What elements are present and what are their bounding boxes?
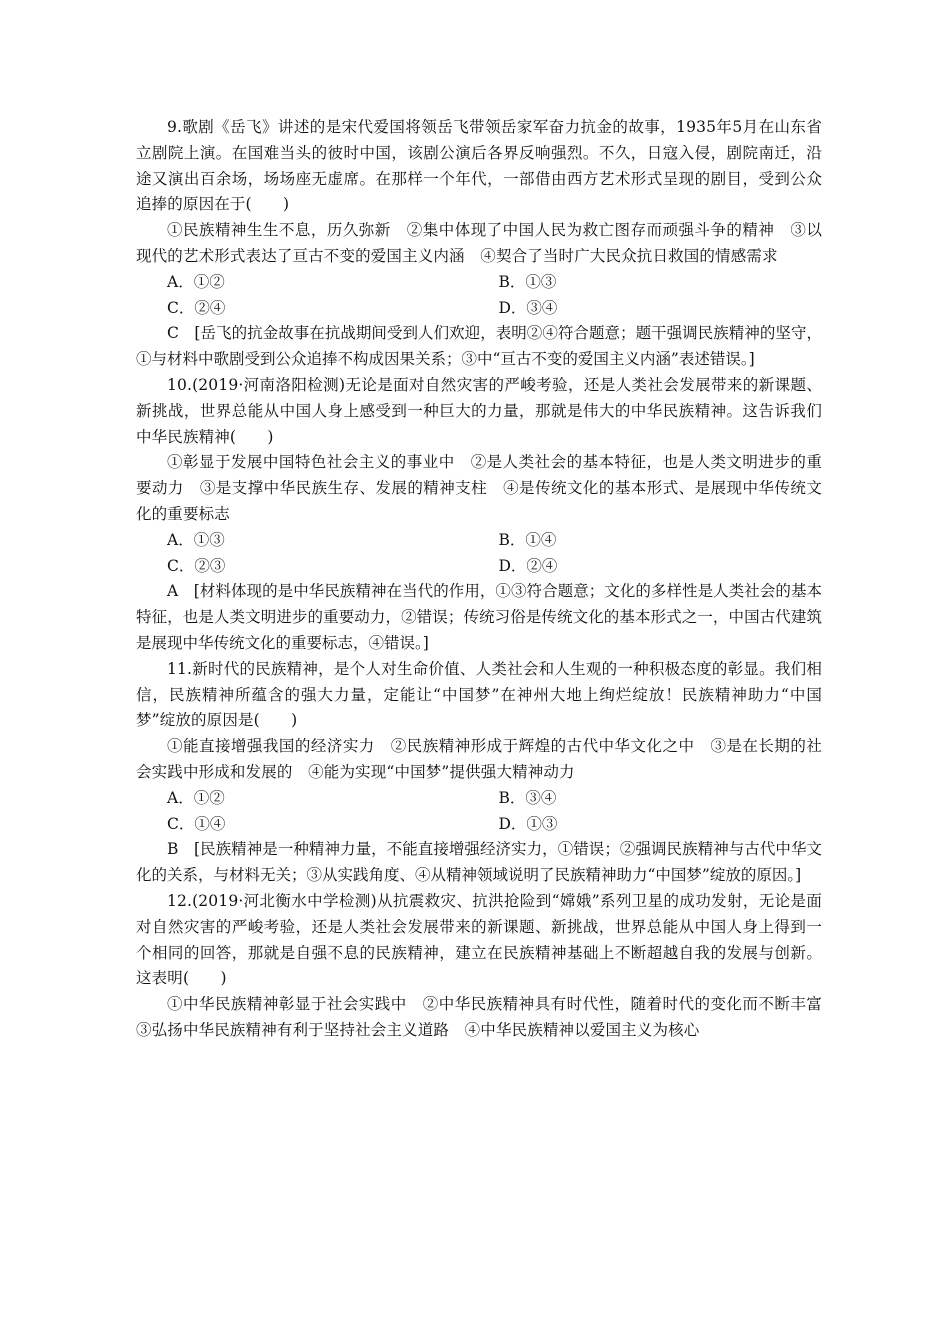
choice-d: D．①③ — [498, 814, 558, 833]
choice-b: B．①③ — [498, 272, 557, 291]
choice-a: A．①② — [167, 272, 225, 291]
choice-b: B．③④ — [498, 788, 557, 807]
question-10 — [136, 373, 822, 657]
choice-c: C．②③ — [167, 556, 226, 575]
choice-a: A．①② — [167, 788, 225, 807]
question-stem: 10.(2019·河南洛阳检测)无论是面对自然灾害的严峻考验，还是人类社会发展带来的新课题、新挑战，世界总能从中国人身上感受到一种巨大的力量，那就是伟大的中华民族精神。这告诉我们中华民族精神( ) — [136, 375, 822, 446]
question-9 — [136, 115, 822, 373]
question-11 — [136, 657, 822, 889]
question-options: ①彰显于发展中国特色社会主义的事业中 ②是人类社会的基本特征，也是人类文明进步的重要动力 ③是支撑中华民族生存、发展的精神支柱 ④是传统文化的基本形式、是展现中华传统文化的重要标志 — [136, 453, 822, 523]
choice-list — [136, 786, 822, 838]
question-stem: 12.(2019·河北衡水中学检测)从抗震救灾、抗洪抢险到“嫦娥”系列卫星的成功发射，无论是面对自然灾害的严峻考验，还是人类社会发展带来的新课题、新挑战，世界总能从中国人身上得到一个相同的回答，那就是自强不息的民族精神，建立在民族精神基础上不断超越自我的发展与创新。这表明( ) — [136, 891, 822, 988]
question-options: ①中华民族精神彰显于社会实践中 ②中华民族精神具有时代性，随着时代的变化而不断丰富 ③弘扬中华民族精神有利于坚持社会主义道路 ④中华民族精神以爱国主义为核心 — [136, 995, 838, 1039]
choice-b: B．①④ — [498, 530, 557, 549]
question-stem: 11.新时代的民族精神，是个人对生命价值、人类社会和人生观的一种积极态度的彰显。我们相信，民族精神所蕴含的强大力量，定能让“中国梦”在神州大地上绚烂绽放！民族精神助力“中国梦”绽放的原因是( ) — [136, 659, 822, 730]
answer-explanation: C [岳飞的抗金故事在抗战期间受到人们欢迎，表明②④符合题意；题干强调民族精神的坚守，①与材料中歌剧受到公众追捧不构成因果关系；③中“亘古不变的爱国主义内涵”表述错误。] — [136, 324, 822, 369]
question-options: ①能直接增强我国的经济实力 ②民族精神形成于辉煌的古代中华文化之中 ③是在长期的社会实践中形成和发展的 ④能为实现“中国梦”提供强大精神动力 — [136, 737, 822, 781]
question-options: ①民族精神生生不息，历久弥新 ②集中体现了中国人民为救亡图存而顽强斗争的精神 ③以现代的艺术形式表达了亘古不变的爱国主义内涵 ④契合了当时广大民众抗日救国的情感需求 — [136, 221, 822, 265]
choice-a: A．①③ — [167, 530, 225, 549]
choice-d: D．③④ — [498, 298, 558, 317]
choice-list — [136, 528, 822, 580]
choice-list — [136, 270, 822, 322]
answer-explanation: A [材料体现的是中华民族精神在当代的作用，①③符合题意；文化的多样性是人类社会的基本特征，也是人类文明进步的重要动力，②错误；传统习俗是传统文化的基本形式之一，中国古代建筑是展现中华传统文化的重要标志，④错误。] — [136, 582, 822, 652]
choice-c: C．②④ — [167, 298, 226, 317]
choice-d: D．②④ — [498, 556, 558, 575]
question-12 — [136, 889, 838, 1044]
question-stem: 9.歌剧《岳飞》讲述的是宋代爱国将领岳飞带领岳家军奋力抗金的故事，1935年5月在山东省立剧院上演。在国难当头的彼时中国，该剧公演后各界反响强烈。不久，日寇入侵，剧院南迁，沿途又演出百余场，场场座无虚席。在那样一个年代，一部借由西方艺术形式呈现的剧目，受到公众追捧的原因在于( ) — [136, 118, 822, 214]
answer-explanation: B [民族精神是一种精神力量，不能直接增强经济实力，①错误；②强调民族精神与古代中华文化的关系，与材料无关；③从实践角度、④从精神领域说明了民族精神助力“中国梦”绽放的原因。] — [136, 840, 822, 885]
choice-c: C．①④ — [167, 814, 226, 833]
